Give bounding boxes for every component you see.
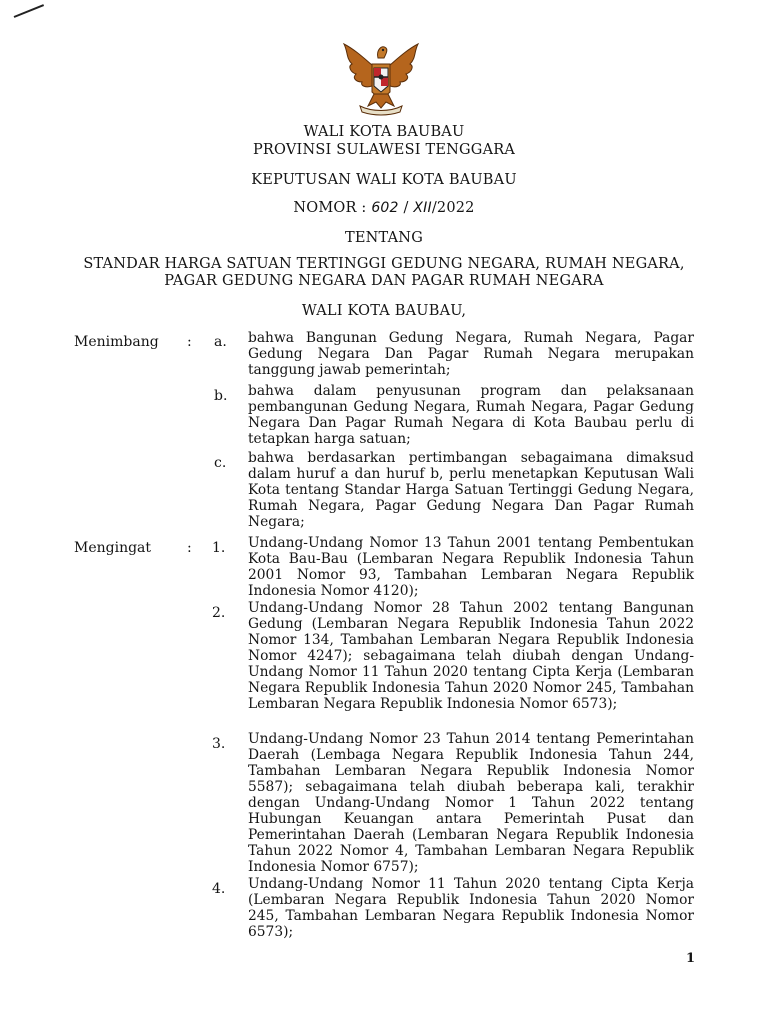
authority-heading: WALI KOTA BAUBAU, xyxy=(301,303,467,319)
garuda-emblem-icon xyxy=(338,36,424,116)
menimbang-item-a: bahwa Bangunan Gedung Negara, Rumah Negara, Pagar Gedung Negara Dan Pagar Rumah Negara merupakan tanggung jawab pemerintah; xyxy=(248,330,694,378)
mengingat-item-1: Undang-Undang Nomor 13 Tahun 2001 tentang Pembentukan Kota Bau-Bau (Lembaran Negara Republik Indonesia Tahun 2001 Nomor 93, Tambahan Lembaran Negara Republik Indonesia Nomor 4120); xyxy=(248,535,694,599)
mengingat-marker-2: 2. xyxy=(212,605,226,621)
mengingat-marker-4: 4. xyxy=(212,881,226,897)
mengingat-item-4: Undang-Undang Nomor 11 Tahun 2020 tentang Cipta Kerja (Lembaran Negara Republik Indonesia Tahun 2020 Nomor 245, Tambahan Lembaran Negara Republik Indonesia Nomor 6573); xyxy=(248,876,694,940)
menimbang-colon: : xyxy=(187,334,192,350)
header-line1: WALI KOTA BAUBAU xyxy=(303,124,465,140)
menimbang-marker-a: a. xyxy=(214,334,227,350)
nomor-handwritten-2: XII xyxy=(413,200,432,216)
menimbang-marker-c: c. xyxy=(214,455,227,471)
nomor-prefix: NOMOR : xyxy=(293,200,367,216)
menimbang-item-c: bahwa berdasarkan pertimbangan sebagaimana dimaksud dalam huruf a dan huruf b, perlu menetapkan Keputusan Wali Kota tentang Standar Harga Satuan Tertinggi Gedung Negara, Rumah Negara, Pagar Gedung Negara Dan Pagar Rumah Negara; xyxy=(248,450,694,530)
decree-title: KEPUTUSAN WALI KOTA BAUBAU xyxy=(251,172,517,188)
mengingat-marker-3: 3. xyxy=(212,736,226,752)
mengingat-item-3: Undang-Undang Nomor 23 Tahun 2014 tentang Pemerintahan Daerah (Lembaga Negara Republik Indonesia Tahun 244, Tambahan Lembaran Negara Republik Indonesia Nomor 5587); sebagaimana telah diubah beberapa kali, terakhir dengan Undang-Undang Nomor 1 Tahun 2022 tentang Hubungan Keuangan antara Pemerintah Pusat dan Pemerintahan Daerah (Lembaran Negara Republik Indonesia Tahun 2022 Nomor 4, Tambahan Lembaran Negara Republik Indonesia Nomor 6757); xyxy=(248,731,694,875)
subject-line1: STANDAR HARGA SATUAN TERTINGGI GEDUNG NEGARA, RUMAH NEGARA, xyxy=(83,256,685,272)
header-line2: PROVINSI SULAWESI TENGGARA xyxy=(252,142,516,158)
mengingat-item-2: Undang-Undang Nomor 28 Tahun 2002 tentang Bangunan Gedung (Lembaran Negara Republik Indonesia Tahun 2022 Nomor 134, Tambahan Lembaran Negara Republik Indonesia Nomor 4247); sebagaimana telah diubah dengan Undang-Undang Nomor 11 Tahun 2020 tentang Cipta Kerja (Lembaran Negara Republik Indonesia Tahun 2020 Nomor 245, Tambahan Lembaran Negara Republik Indonesia Nomor 6573); xyxy=(248,600,694,712)
nomor-handwritten-1: 602 xyxy=(371,200,399,216)
decree-number xyxy=(0,200,768,216)
pen-mark xyxy=(14,4,44,18)
mengingat-marker-1: 1. xyxy=(212,540,226,556)
subject-line2: PAGAR GEDUNG NEGARA DAN PAGAR RUMAH NEGARA xyxy=(164,273,604,289)
mengingat-colon: : xyxy=(187,540,192,556)
menimbang-item-b: bahwa dalam penyusunan program dan pelaksanaan pembangunan Gedung Negara, Rumah Negara, Pagar Gedung Negara Dan Pagar Rumah Negara di Kota Baubau perlu di tetapkan harga satuan; xyxy=(248,383,694,447)
nomor-separator: / xyxy=(403,200,409,216)
menimbang-marker-b: b. xyxy=(214,388,228,404)
menimbang-label: Menimbang xyxy=(74,334,159,350)
mengingat-label: Mengingat xyxy=(74,540,152,556)
nomor-suffix: /2022 xyxy=(431,200,475,216)
tentang-heading: TENTANG xyxy=(345,230,423,246)
page-number: 1 xyxy=(686,951,696,966)
